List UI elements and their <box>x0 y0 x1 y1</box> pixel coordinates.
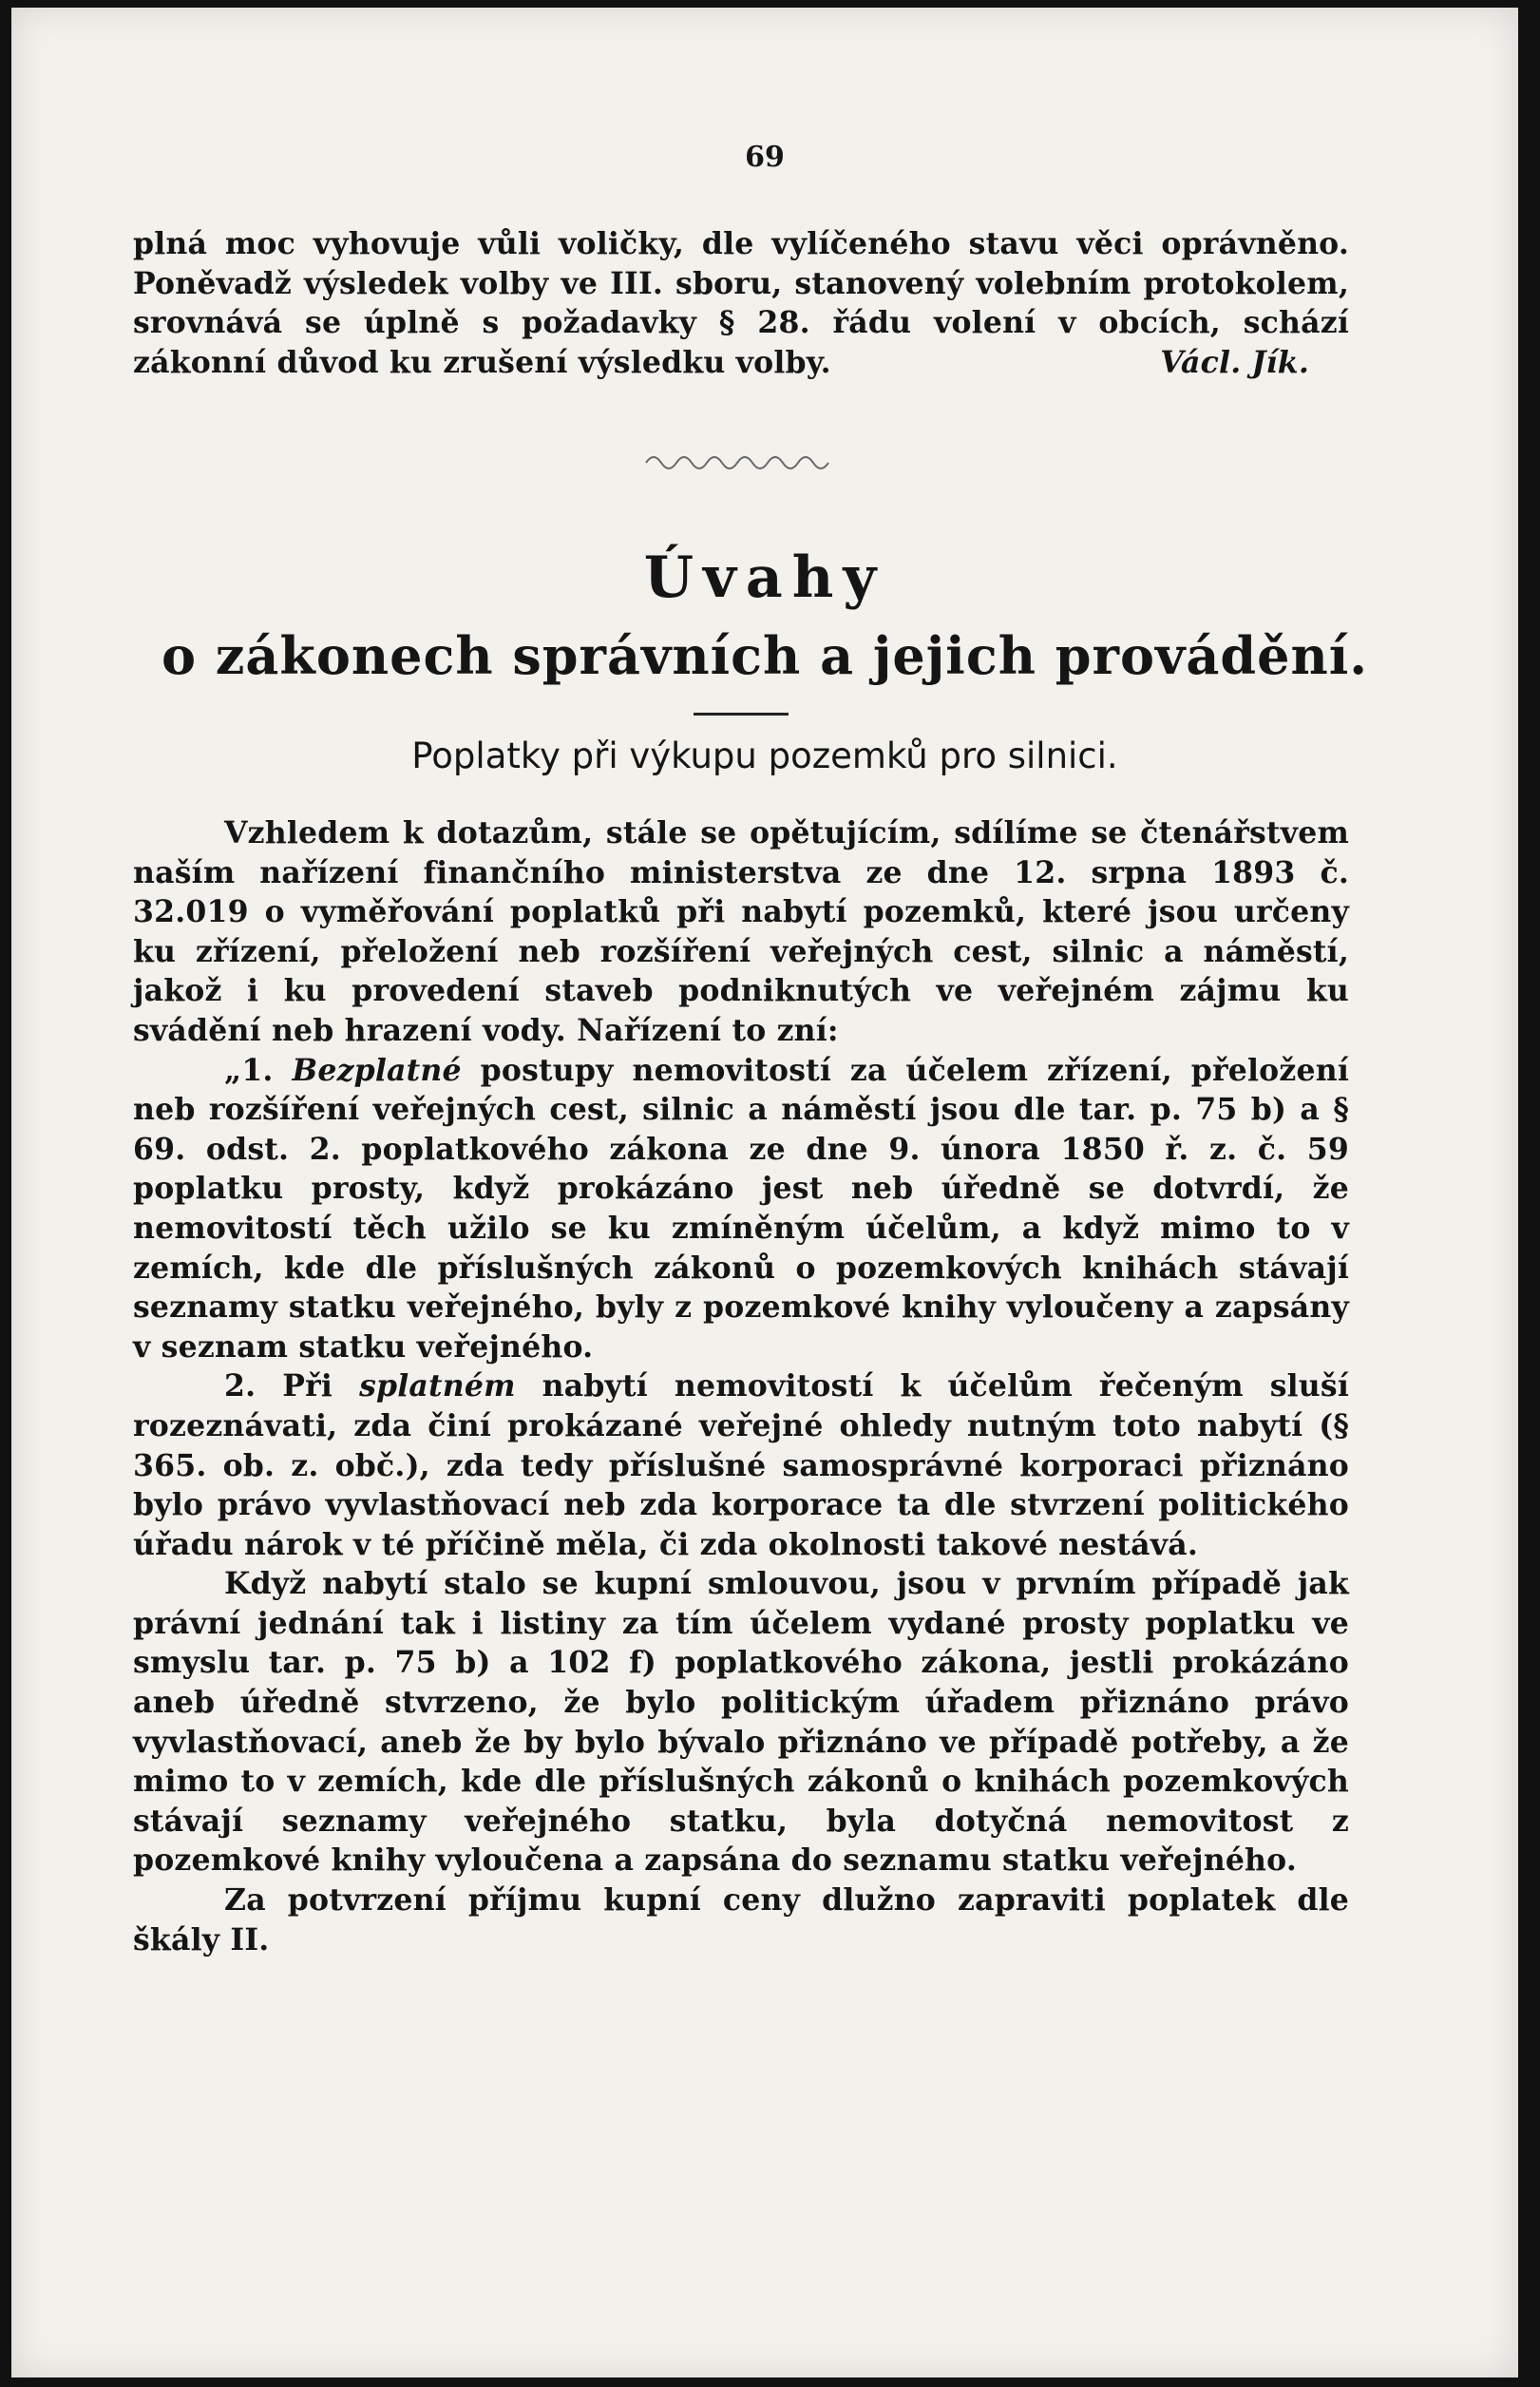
paragraph-3-emphasis: splatném <box>359 1368 516 1404</box>
page-number: 69 <box>745 141 785 174</box>
paragraph-2-start: „1. <box>224 1052 274 1088</box>
paragraph-3-rest: nabytí nemovitostí k účelům řečeným sluší rozeznávati, zda činí prokázané veřejné ohledy nutným toto nabytí (§ 365. ob. z. obč.), zda tedy příslušné samosprávné korporaci přiznáno bylo právo vyvlastňovací neb zda korporace ta dle stvrzení politického úřadu nárok v té příčině měla, či zda okolnosti takové nestává. <box>133 1368 1349 1562</box>
paragraph-3 <box>133 1366 1349 1564</box>
paragraph-2-emphasis: Bezplatné <box>292 1052 462 1088</box>
paragraph-5: Za potvrzení příjmu kupní ceny dlužno zapraviti poplatek dle škály II. <box>133 1882 1349 1957</box>
document-page <box>11 8 1518 2377</box>
paragraph-2-rest: postupy nemovitostí za účelem zřízení, přeložení neb rozšíření veřejných cest, silnic a náměstí jsou dle tar. p. 75 b) a § 69. odst. 2. poplatkového zákona ze dne 9. února 1850 ř. z. č. 59 poplatku prosty, když prokázáno jest neb úředně se dotvrdí, že nemovitostí těch užilo se ku zmíněným účelům, a když mimo to v zemích, kde dle příslušných zákonů o pozemkových knihách stávají seznamy statku veřejného, byly z pozemkové knihy vyloučeny a zapsány v seznam statku veřejného. <box>133 1052 1349 1365</box>
body-text <box>133 813 1349 1959</box>
section-heading: Poplatky při výkupu pozemků pro silnici. <box>411 735 1118 776</box>
title-subtitle: o zákonech správních a jejich provádění. <box>161 625 1369 686</box>
intro-paragraph <box>133 224 1349 382</box>
ornament-divider <box>644 449 834 476</box>
intro-block <box>133 224 1349 382</box>
paragraph-3-start: 2. Při <box>224 1368 333 1404</box>
title-main: Úvahy <box>643 544 886 611</box>
paragraph-2 <box>133 1051 1349 1367</box>
title-rule <box>694 713 789 716</box>
signature: Václ. Jík. <box>1160 344 1309 380</box>
paragraph-4: Když nabytí stalo se kupní smlouvou, jsou v prvním případě jak právní jednání tak i listiny za tím účelem vydané prosty poplatku ve smyslu tar. p. 75 b) a 102 f) poplatkového zákona, jestli prokázáno aneb úředně stvrzeno, že bylo politickým úřadem přiznáno právo vyvlastňovací, aneb že by bylo bývalo přiznáno ve případě potřeby, a že mimo to v zemích, kde dle příslušných zákonů o knihách pozemkových stávají seznamy veřejného statku, byla dotyčná nemovitost z pozemkové knihy vyloučena a zapsána do seznamu statku veřejného. <box>133 1566 1349 1879</box>
paragraph-1: Vzhledem k dotazům, stále se opětujícím, sdílíme se čtenářstvem naším nařízení finančního ministerstva ze dne 12. srpna 1893 č. 32.019 o vyměřování poplatků při nabytí pozemků, které jsou určeny ku zřízení, přeložení neb rozšíření veřejných cest, silnic a náměstí, jakož i ku provedení staveb podniknutých ve veřejném zájmu ku svádění neb hrazení vody. Nařízení to zní: <box>133 815 1349 1048</box>
intro-text: plná moc vyhovuje vůli voličky, dle vylíčeného stavu věci oprávněno. Poněvadž výsledek volby ve III. sboru, stanovený volebním protokolem, srovnává se úplně s požadavky § 28. řádu volení v obcích, schází zákonní důvod ku zrušení výsledku volby. <box>133 226 1349 380</box>
